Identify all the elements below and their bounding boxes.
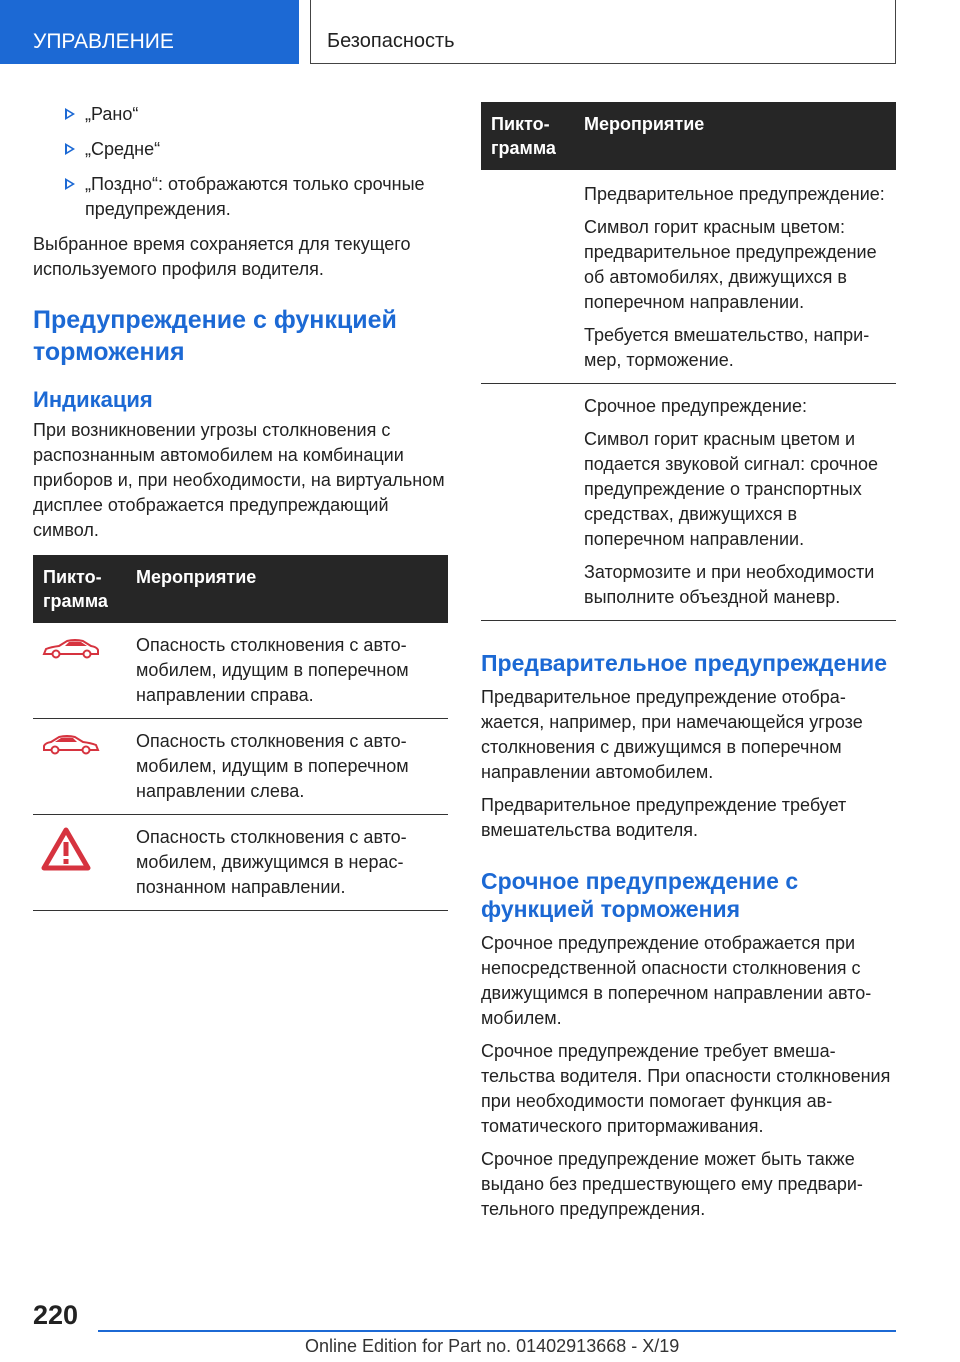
pre-warning-paragraph-2: Предварительное предупреждение требует вмешательства водителя. bbox=[481, 795, 847, 840]
table-row bbox=[33, 623, 448, 719]
table-header-row bbox=[481, 102, 896, 170]
page-number: 220 bbox=[33, 1300, 79, 1330]
table-row bbox=[33, 719, 448, 815]
table-cell-icon bbox=[33, 719, 136, 815]
pre-warning-label: Предварительное предупреждение: bbox=[584, 184, 885, 204]
section-tab bbox=[0, 0, 299, 64]
timing-options-list bbox=[33, 102, 448, 222]
subsection-heading: Индикация bbox=[33, 387, 153, 412]
pre-warning-description: Символ горит красным цветом: предварительное предупреждение об автомобилях, движущихся в поперечном направлении. bbox=[584, 217, 877, 312]
table-cell-icon-empty bbox=[481, 170, 584, 384]
section-title: УПРАВЛЕНИЕ bbox=[33, 30, 174, 53]
footer-edition: Online Edition for Part no. 01402913668 - X/19 bbox=[305, 1336, 680, 1356]
table-cell-text bbox=[584, 384, 896, 621]
table-row bbox=[33, 815, 448, 911]
table-cell-icon-empty bbox=[481, 384, 584, 621]
indication-text: При возникновении угрозы столкновения с распознанным автомобилем на комбинации приборов и, при необходимости, на виртуальном дисплее отображается предупреждающий символ. bbox=[33, 420, 445, 540]
chapter-tab bbox=[310, 0, 896, 64]
urgent-warning-paragraph-2: Срочное предупреждение требует вмешательства водителя. При опасности столкновения при необходимости помогает функция автоматического притормаживания. bbox=[481, 1041, 891, 1136]
table-header-row bbox=[33, 555, 448, 623]
section-heading: Предупреждение с функцией торможения bbox=[33, 306, 397, 366]
list-item: „Средне“ bbox=[33, 137, 448, 162]
table-header-pictogram: Пиктограмма bbox=[33, 555, 136, 623]
table-row bbox=[481, 170, 896, 384]
table-cell-icon bbox=[33, 623, 136, 719]
warning-triangle-icon bbox=[41, 827, 91, 871]
table-header-pictogram: Пиктограмма bbox=[481, 102, 584, 170]
urgent-warning-paragraph-3: Срочное предупреждение может быть также выдано без предшествующего ему предварительного предупреждения. bbox=[481, 1149, 863, 1219]
right-column bbox=[481, 102, 896, 1230]
triangle-bullet-icon bbox=[65, 108, 75, 120]
left-column bbox=[33, 102, 448, 911]
car-left-icon bbox=[41, 733, 101, 757]
saved-profile-text: Выбранное время сохраняется для текущего используемого профиля водителя. bbox=[33, 234, 411, 279]
triangle-bullet-icon bbox=[65, 178, 75, 190]
footer-divider bbox=[98, 1330, 896, 1332]
list-item: „Поздно“: отображаются только срочные предупреждения. bbox=[33, 172, 448, 222]
urgent-warning-label: Срочное предупреждение: bbox=[584, 396, 807, 416]
table-header-action: Мероприятие bbox=[584, 102, 896, 170]
table-cell-text bbox=[584, 170, 896, 384]
pre-warning-paragraph-1: Предварительное предупреждение отображается, например, при намечающейся угрозе столкновения с движущимся в поперечном направлении автомобилем. bbox=[481, 687, 863, 782]
warning-levels-table bbox=[481, 102, 896, 621]
table-row bbox=[481, 384, 896, 621]
table-cell-text: Опасность столкновения с автомобилем, идущим в поперечном направлении справа. bbox=[136, 623, 448, 719]
table-header-action: Мероприятие bbox=[136, 555, 448, 623]
table-cell-text: Опасность столкновения с автомобилем, идущим в поперечном направлении слева. bbox=[136, 719, 448, 815]
pictogram-table bbox=[33, 555, 448, 911]
urgent-warning-description: Символ горит красным цветом и подается звуковой сигнал: срочное предупреждение о транспортных средствах, движущихся в поперечном направлении. bbox=[584, 429, 879, 549]
chapter-title: Безопасность bbox=[327, 30, 455, 52]
pre-warning-action: Требуется вмешательство, например, торможение. bbox=[584, 325, 870, 370]
urgent-warning-action: Затормозите и при необходимости выполните объездной маневр. bbox=[584, 562, 875, 607]
table-cell-text: Опасность столкновения с автомобилем, движущимся в нераспознанном направлении. bbox=[136, 815, 448, 911]
triangle-bullet-icon bbox=[65, 143, 75, 155]
pre-warning-heading: Предварительное предупреждение bbox=[481, 650, 888, 676]
list-item: „Рано“ bbox=[33, 102, 448, 127]
table-cell-icon bbox=[33, 815, 136, 911]
urgent-warning-paragraph-1: Срочное предупреждение отображается при непосредственной опасности столкновения с движущимся в поперечном направлении автомобилем. bbox=[481, 933, 872, 1028]
urgent-warning-heading: Срочное предупреждение с функцией торможения bbox=[481, 868, 799, 922]
car-right-icon bbox=[41, 637, 101, 661]
